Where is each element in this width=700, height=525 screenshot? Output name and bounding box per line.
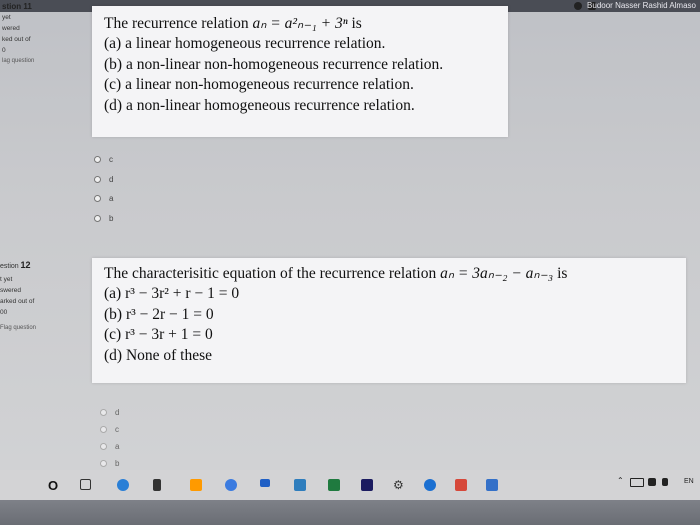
option-c: (c) a linear non-homogeneous recurrence relation. xyxy=(104,76,414,93)
folder-icon[interactable] xyxy=(486,479,498,491)
question-status-2: wered xyxy=(2,25,20,32)
question-info-1 xyxy=(2,2,92,67)
choice-label: b xyxy=(115,459,120,468)
choice-label: b xyxy=(109,213,114,223)
option-d: (d) a non-linear homogeneous recurrence relation. xyxy=(104,96,415,114)
volume-icon[interactable] xyxy=(662,478,668,486)
stem-text: The recurrence relation xyxy=(104,15,253,32)
stem-text: The characterisitic equation of the recurrence relation xyxy=(104,265,441,282)
settings-icon[interactable]: ⚙ xyxy=(393,478,404,492)
choice-label: d xyxy=(115,408,120,417)
store-icon[interactable] xyxy=(190,479,202,491)
radio-button[interactable] xyxy=(94,195,101,202)
user-name[interactable]: Budoor Nasser Rashid Almaso xyxy=(587,1,696,10)
option-a: (a) a linear homogeneous recurrence relation. xyxy=(104,35,386,52)
stem-text-end: is xyxy=(347,15,362,32)
answer-choice[interactable] xyxy=(94,150,113,170)
flag-question-link[interactable]: Flag question xyxy=(0,325,37,331)
radio-button[interactable] xyxy=(100,409,107,416)
dropbox-icon[interactable] xyxy=(260,479,270,487)
stem-math: aₙ = 3aₙ₋₂ − aₙ₋₃ xyxy=(440,265,554,282)
marked-value: 0 xyxy=(2,47,6,54)
answer-choice[interactable] xyxy=(94,209,113,229)
question-status-2: swered xyxy=(0,287,21,294)
choice-label: c xyxy=(115,425,119,434)
choice-label: d xyxy=(109,174,114,184)
marked-value: 00 xyxy=(0,309,8,316)
marked-out-of: ked out of xyxy=(2,36,31,43)
radio-button[interactable] xyxy=(94,215,101,222)
edge-browser-icon[interactable] xyxy=(117,479,129,491)
answer-choices-2 xyxy=(100,404,119,472)
user-icon xyxy=(574,2,582,10)
monitor-bezel xyxy=(0,500,700,525)
browser-icon[interactable] xyxy=(424,479,436,491)
radio-button[interactable] xyxy=(100,460,107,467)
radio-button[interactable] xyxy=(100,426,107,433)
calculator-icon[interactable] xyxy=(294,479,306,491)
question-status: t yet xyxy=(0,276,13,283)
marked-out-of: arked out of xyxy=(0,298,35,305)
question-number: stion 11 xyxy=(2,2,32,11)
answer-choice[interactable] xyxy=(94,170,113,190)
question-info-2 xyxy=(0,258,90,334)
radio-button[interactable] xyxy=(94,156,101,163)
option-b: (b) r³ − 2r − 1 = 0 xyxy=(104,305,214,323)
app-icon[interactable] xyxy=(361,479,373,491)
media-icon[interactable] xyxy=(455,479,467,491)
option-a: (a) r³ − 3r² + r − 1 = 0 xyxy=(104,285,240,302)
radio-button[interactable] xyxy=(94,176,101,183)
choice-label: c xyxy=(109,155,113,165)
question-label: estion xyxy=(0,263,19,270)
file-explorer-icon[interactable] xyxy=(153,479,161,491)
question-text-box-1 xyxy=(92,6,508,137)
question-status: yet xyxy=(2,14,11,21)
chevron-up-icon[interactable]: ⌃ xyxy=(617,476,624,485)
taskbar xyxy=(0,470,700,500)
flag-question-link[interactable]: lag question xyxy=(2,58,35,64)
excel-icon[interactable] xyxy=(328,479,340,491)
option-c: (c) r³ − 3r + 1 = 0 xyxy=(104,326,213,343)
radio-button[interactable] xyxy=(100,443,107,450)
stem-math: aₙ = a²ₙ₋₁ + 3ⁿ xyxy=(252,15,348,32)
question-stem xyxy=(92,6,508,34)
battery-icon[interactable] xyxy=(630,478,644,487)
question-number: 12 xyxy=(20,260,31,270)
choice-label: a xyxy=(109,194,114,204)
option-b: (b) a non-linear non-homogeneous recurrence relation. xyxy=(104,55,444,73)
question-stem xyxy=(92,258,686,284)
question-text-box-2 xyxy=(92,258,686,383)
answer-choices-1 xyxy=(94,150,113,228)
answer-choice[interactable] xyxy=(94,189,113,209)
answer-choice[interactable] xyxy=(100,404,119,421)
answer-choice[interactable] xyxy=(100,421,119,438)
network-icon[interactable] xyxy=(648,478,656,486)
stem-text-end: is xyxy=(553,265,568,282)
chrome-icon[interactable] xyxy=(225,479,237,491)
choice-label: a xyxy=(115,442,120,451)
answer-choice[interactable] xyxy=(100,438,119,455)
option-d: (d) None of these xyxy=(104,346,213,364)
task-view-icon[interactable] xyxy=(80,479,91,490)
start-button[interactable]: O xyxy=(48,478,59,493)
language-indicator[interactable]: EN xyxy=(684,478,694,485)
